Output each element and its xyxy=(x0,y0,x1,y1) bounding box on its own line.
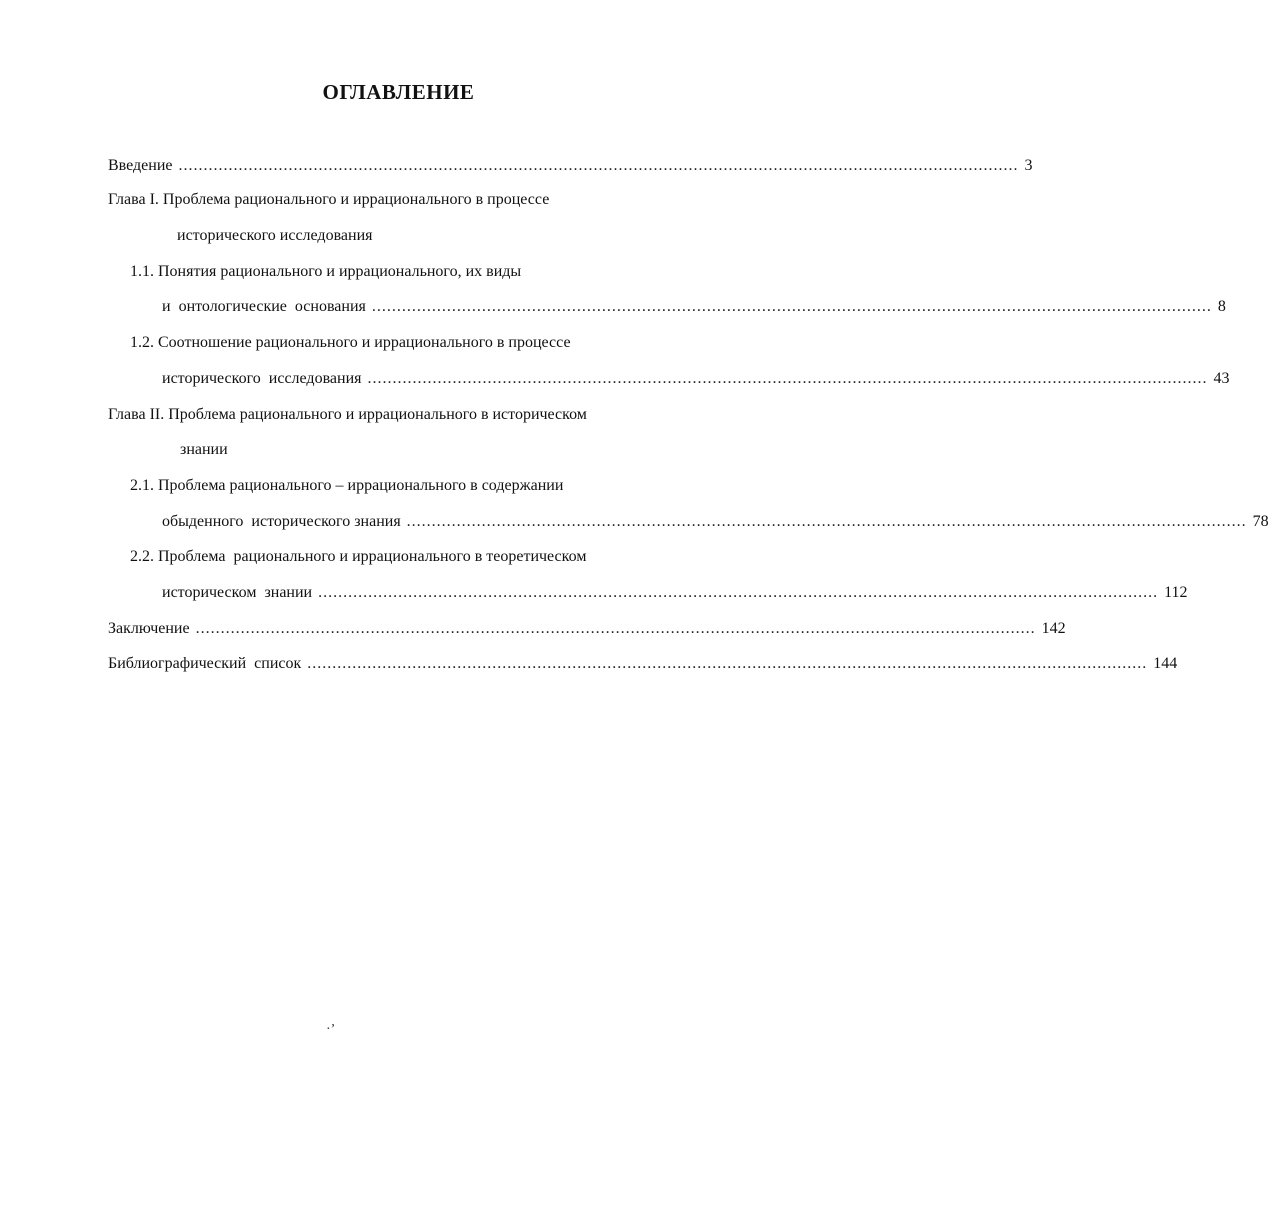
toc-chapter-label-cont: знании xyxy=(180,441,228,458)
toc-page-number: 78 xyxy=(1252,513,1269,530)
toc-entry-intro[interactable] xyxy=(108,153,1033,179)
toc-section-label: 2.1. Проблема рационального – иррационального в содержании xyxy=(130,477,564,494)
toc-entry-conclusion[interactable] xyxy=(108,616,1066,642)
toc-chapter-label: Глава II. Проблема рационального и иррационального в историческом xyxy=(108,406,587,423)
toc-section-1-2[interactable] xyxy=(162,366,1230,392)
stray-mark: ·’ xyxy=(326,1022,336,1037)
toc-entry-label: Библиографический список xyxy=(108,655,302,672)
toc-chapter-1-heading-cont xyxy=(177,223,373,249)
toc-section-2-2[interactable] xyxy=(162,580,1188,606)
toc-page-number: 112 xyxy=(1164,584,1188,601)
toc-section-label-cont: и онтологические основания xyxy=(162,298,366,315)
toc-page-number: 142 xyxy=(1041,620,1066,637)
toc-section-1-1[interactable] xyxy=(162,294,1226,320)
toc-page-number: 8 xyxy=(1217,298,1226,315)
toc-leader-dots: ........................................................................................................................................................................ xyxy=(406,513,1247,530)
toc-leader-dots: ........................................................................................................................................................................ xyxy=(367,370,1208,387)
toc-page-number: 144 xyxy=(1153,655,1178,672)
toc-chapter-1-heading[interactable] xyxy=(108,187,549,213)
toc-chapter-2-heading-cont xyxy=(180,437,228,463)
toc-section-label-cont: исторического исследования xyxy=(162,370,362,387)
page-title: ОГЛАВЛЕНИЕ xyxy=(322,80,475,104)
toc-section-label: 1.1. Понятия рационального и иррационального, их виды xyxy=(130,263,522,280)
toc-chapter-label: Глава I. Проблема рационального и иррационального в процессе xyxy=(108,191,550,208)
toc-section-2-2-heading[interactable] xyxy=(130,544,586,570)
toc-section-1-1-heading[interactable] xyxy=(130,259,521,285)
toc-section-label-cont: обыденного исторического знания xyxy=(162,513,401,530)
toc-leader-dots: ........................................................................................................................................................................ xyxy=(178,157,1019,174)
toc-page-number: 43 xyxy=(1213,370,1230,387)
toc-leader-dots: ........................................................................................................................................................................ xyxy=(371,298,1212,315)
toc-leader-dots: ........................................................................................................................................................................ xyxy=(307,655,1148,672)
toc-section-1-2-heading[interactable] xyxy=(130,330,571,356)
toc-entry-bibliography[interactable] xyxy=(108,651,1178,677)
toc-section-label: 2.2. Проблема рационального и иррационального в теоретическом xyxy=(130,548,587,565)
toc-entry-label: Заключение xyxy=(108,620,190,637)
toc-section-2-1-heading[interactable] xyxy=(130,473,563,499)
toc-leader-dots: ........................................................................................................................................................................ xyxy=(195,620,1036,637)
toc-section-2-1[interactable] xyxy=(162,509,1269,535)
toc-chapter-label-cont: исторического исследования xyxy=(177,227,373,244)
toc-page-number: 3 xyxy=(1024,157,1033,174)
toc-section-label: 1.2. Соотношение рационального и иррационального в процессе xyxy=(130,334,571,351)
toc-section-label-cont: историческом знании xyxy=(162,584,313,601)
toc-leader-dots: ........................................................................................................................................................................ xyxy=(318,584,1159,601)
toc-entry-label: Введение xyxy=(108,157,173,174)
toc-chapter-2-heading[interactable] xyxy=(108,402,587,428)
